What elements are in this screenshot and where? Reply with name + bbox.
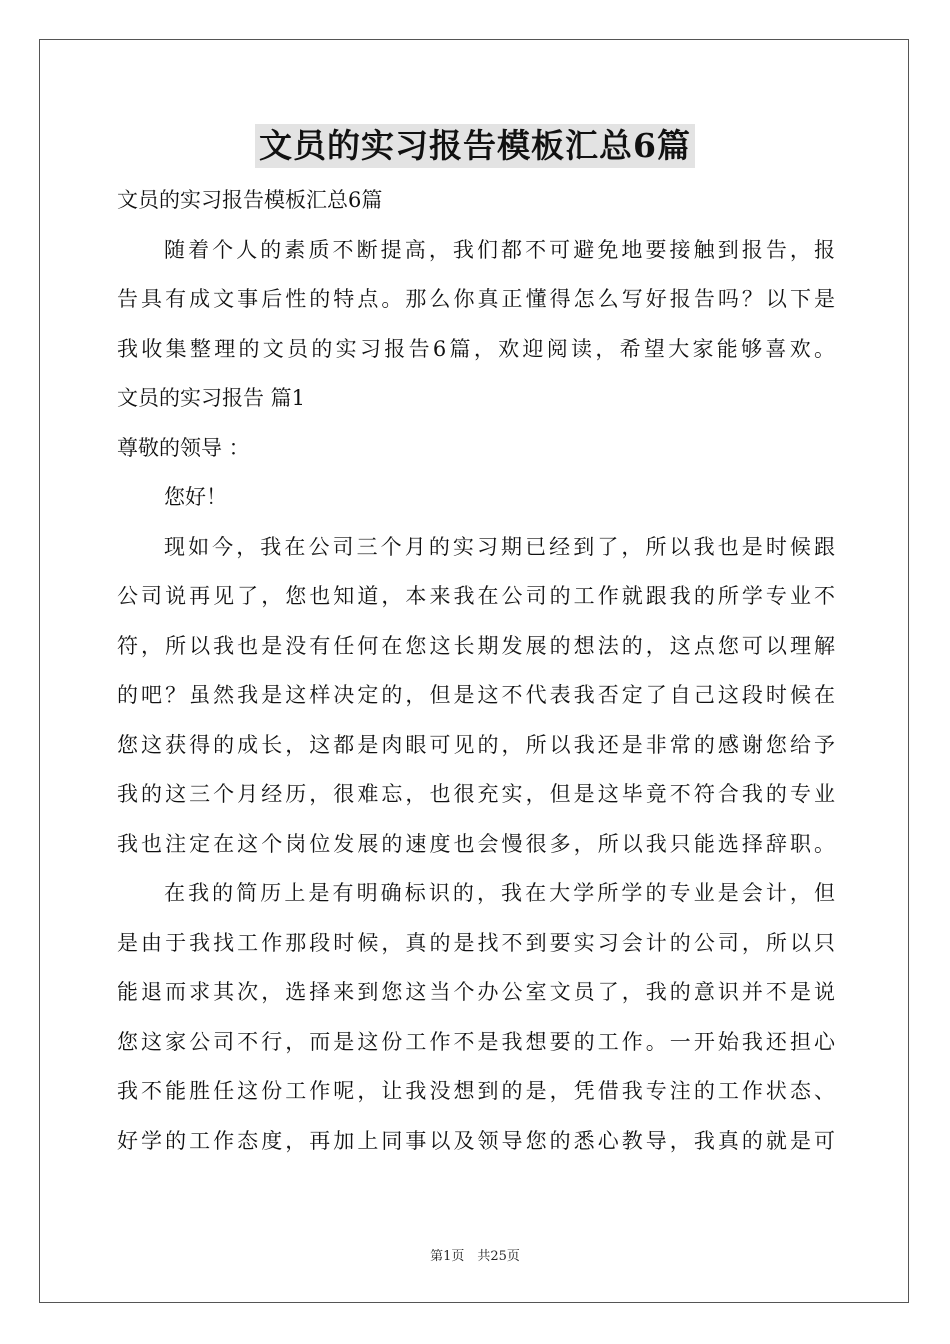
text-line: 尊敬的领导 ： bbox=[117, 435, 250, 460]
text-line: 随着个人的素质不断提高，我们都不可避免地要接触到报告，报 bbox=[164, 237, 835, 262]
text-line: 您好！ bbox=[164, 485, 227, 509]
text-line: 文员的实习报告模板汇总6篇 bbox=[117, 188, 383, 212]
text-line: 我也注定在这个岗位发展的速度也会慢很多，所以我只能选择辞职。 bbox=[117, 831, 835, 856]
text-line: 我的这三个月经历，很难忘，也很充实，但是这毕竟不符合我的专业 bbox=[117, 782, 835, 806]
text-line: 我收集整理的文员的实习报告6篇，欢迎阅读，希望大家能够喜欢。 bbox=[117, 336, 835, 361]
text-line: 现如今，我在公司三个月的实习期已经到了，所以我也是时候跟 bbox=[164, 534, 835, 559]
text-line: 我不能胜任这份工作呢，让我没想到的是，凭借我专注的工作状态、 bbox=[117, 1079, 835, 1103]
text-line: 的吧？虽然我是这样决定的，但是这不代表我否定了自己这段时候在 bbox=[117, 683, 835, 707]
page-footer: 第1页 共25页 bbox=[430, 1249, 520, 1264]
text-line: 文员的实习报告 篇1 bbox=[117, 386, 306, 410]
text-line: 公司说再见了，您也知道，本来我在公司的工作就跟我的所学专业不 bbox=[117, 584, 835, 608]
text-line: 您这获得的成长，这都是肉眼可见的，所以我还是非常的感谢您给予 bbox=[117, 732, 835, 757]
text-line: 是由于我找工作那段时候，真的是找不到要实习会计的公司，所以只 bbox=[117, 930, 835, 955]
text-line: 能退而求其次，选择来到您这当个办公室文员了，我的意识并不是说 bbox=[117, 980, 835, 1004]
title-container bbox=[0, 124, 950, 168]
text-line: 好学的工作态度，再加上同事以及领导您的悉心教导，我真的就是可 bbox=[117, 1128, 835, 1153]
text-line: 符，所以我也是没有任何在您这长期发展的想法的，这点您可以理解 bbox=[117, 633, 835, 658]
document-body bbox=[117, 176, 835, 1166]
text-line: 您这家公司不行，而是这份工作不是我想要的工作。一开始我还担心 bbox=[117, 1029, 835, 1054]
document-title: 文员的实习报告模板汇总6篇 bbox=[255, 124, 695, 168]
text-line: 在我的简历上是有明确标识的，我在大学所学的专业是会计，但 bbox=[164, 881, 835, 905]
text-line: 告具有成文事后性的特点。那么你真正懂得怎么写好报告吗？以下是 bbox=[117, 287, 835, 311]
